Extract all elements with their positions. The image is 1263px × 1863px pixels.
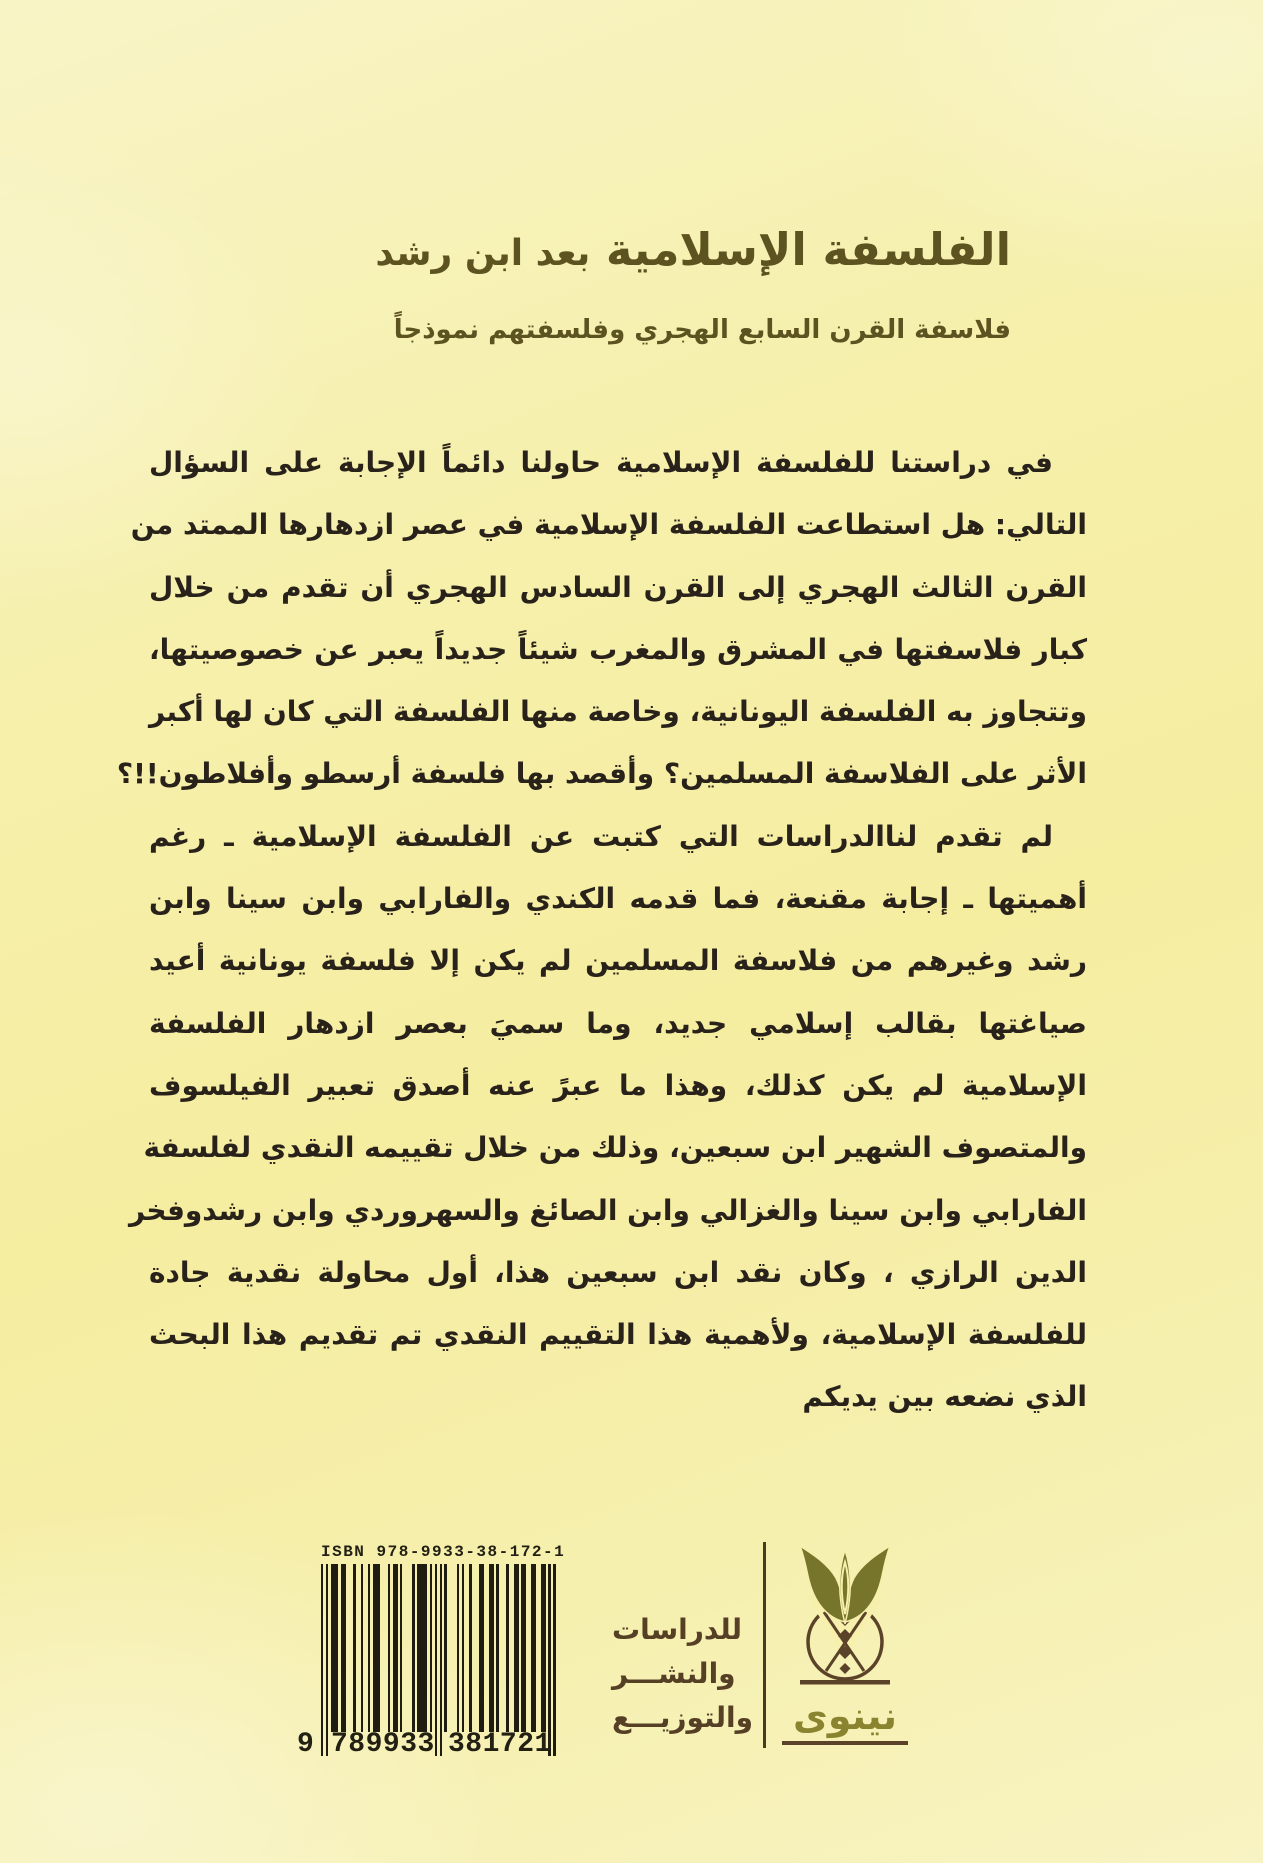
blurb-line: الفارابي وابن سينا والغزالي وابن الصائغ والسهروردي وابن رشدوفخر — [128, 1193, 1087, 1227]
publisher-tagline-line: للدراسات — [612, 1613, 743, 1646]
ean-left-group: 789933 — [331, 1729, 435, 1760]
publisher-tagline-line: والتوزيـــع — [612, 1701, 753, 1734]
publisher-logo-block — [779, 1540, 911, 1745]
blurb-line: التالي: هل استطاعت الفلسفة الإسلامية في عصر ازدهارها الممتد من — [130, 508, 1087, 542]
book-subtitle: فلاسفة القرن السابع الهجري وفلسفتهم نموذجاً — [393, 315, 1011, 345]
book-title-main: الفلسفة الإسلامية — [605, 223, 1011, 276]
blurb-line: وتتجاوز به الفلسفة اليونانية، وخاصة منها الفلسفة التي كان لها أكبر — [149, 695, 1087, 729]
back-cover-blurb — [116, 432, 1087, 1429]
publisher-tagline-line: والنشـــر — [612, 1657, 736, 1690]
blurb-line: أهميتها ـ إجابة مقنعة، فما قدمه الكندي والفارابي وابن سينا وابن — [149, 882, 1087, 916]
blurb-line: الذي نضعه بين يديكم — [802, 1380, 1087, 1414]
blurb-line: الدين الرازي ، وكان نقد ابن سبعين هذا، أول محاولة نقدية جادة — [149, 1255, 1087, 1289]
blurb-line: رشد وغيرهم من فلاسفة المسلمين لم يكن إلا فلسفة يونانية أعيد — [149, 944, 1087, 978]
blurb-line: الإسلامية لم يكن كذلك، وهذا ما عبرً عنه أصدق تعبير الفيلسوف — [149, 1068, 1087, 1102]
isbn-label: ISBN 978-9933-38-172-1 — [321, 1543, 566, 1561]
blurb-line: كبار فلاسفتها في المشرق والمغرب شيئاً جديداً يعبر عن خصوصيتها، — [149, 632, 1087, 666]
ninawa-flower-logo-icon — [780, 1540, 910, 1688]
publisher-taglines — [612, 1608, 756, 1740]
book-title-rest: بعد ابن رشد — [375, 233, 591, 274]
book-title — [375, 214, 1011, 290]
blurb-line: القرن الثالث الهجري إلى القرن السادس الهجري أن تقدم من خلال — [149, 570, 1087, 604]
divider-line — [763, 1542, 766, 1748]
blurb-line: الأثر على الفلاسفة المسلمين؟ وأقصد بها فلسفة أرسطو وأفلاطون!!؟ — [116, 757, 1087, 791]
title-block — [375, 214, 1011, 350]
blurb-line: للفلسفة الإسلامية، ولأهمية هذا التقييم النقدي تم تقديم هذا البحث — [149, 1318, 1087, 1352]
ean-right-group: 381721 — [448, 1729, 552, 1760]
logo-underline — [782, 1741, 908, 1745]
blurb-line: لم تقدم لناالدراسات التي كتبت عن الفلسفة الإسلامية ـ رغم — [149, 819, 1053, 853]
blurb-line: والمتصوف الشهير ابن سبعين، وذلك من خلال تقييمه النقدي لفلسفة — [143, 1131, 1087, 1165]
barcode-block — [297, 1543, 566, 1760]
publisher-name: نينوى — [793, 1694, 897, 1738]
blurb-line: صياغتها بقالب إسلامي جديد، وما سميَ بعصر ازدهار الفلسفة — [149, 1006, 1087, 1040]
blurb-line: في دراستنا للفلسفة الإسلامية حاولنا دائماً الإجابة على السؤال — [149, 446, 1053, 479]
ean-digits — [297, 1728, 557, 1760]
ean-first-digit: 9 — [297, 1729, 314, 1760]
